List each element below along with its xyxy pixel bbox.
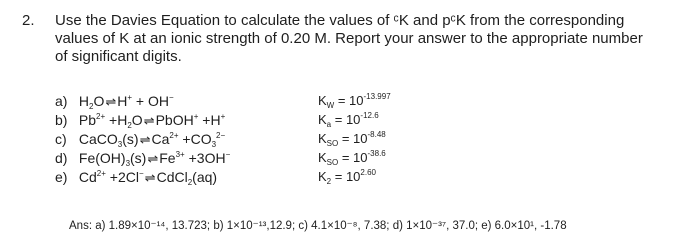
k-exponent: -8.48 bbox=[367, 130, 386, 139]
reaction-d: d) $Fe(OH)_3(s)\rightleftharpoons Fe^{3+} +3OH^-$ bbox=[55, 150, 231, 168]
question-line: values of K at an ionic strength of 0.20 M. Report your answer to the appropriate number bbox=[55, 30, 643, 47]
k-value-d: $K_{SO} = 10^{-38.6}$ bbox=[318, 149, 386, 167]
reaction-b: b) $Pb^{2+}$ $+H_2O\rightleftharpoons PbOH^+ +H^+$ bbox=[55, 112, 226, 130]
question-number: 2. bbox=[22, 12, 35, 29]
question-line: of significant digits. bbox=[55, 48, 182, 65]
k-value-e: $K_2 = 10^{2.60}$ bbox=[318, 168, 376, 186]
k-exponent: -38.6 bbox=[367, 149, 386, 158]
equilibrium-arrow-icon: ⇌ bbox=[143, 113, 155, 128]
answer-line bbox=[69, 219, 567, 233]
k-exponent: -13.997 bbox=[363, 92, 391, 101]
equilibrium-arrow-icon: ⇌ bbox=[105, 94, 117, 109]
reaction-a: a) $H_2O\rightleftharpoons H^+ + OH^-$ bbox=[55, 93, 174, 111]
k-exponent: -12.6 bbox=[360, 111, 379, 120]
reaction-c: c) $CaCO_3(s)\rightleftharpoons Ca^{2+} +CO_3^{2-}$ bbox=[55, 131, 226, 149]
k-value-b: $K_a = 10^{-12.6}$ bbox=[318, 111, 379, 129]
k-value-a: $K_W = 10^{-13.997}$ bbox=[318, 92, 391, 110]
question-line: Use the Davies Equation to calculate the values of ᶜK and pᶜK from the corresponding bbox=[55, 12, 625, 29]
answer-prefix: Ans: bbox=[69, 220, 93, 232]
k-value-c: $K_{SO} = 10^{-8.48}$ bbox=[318, 130, 386, 148]
answer-text: a) 1.89×10⁻¹⁴, 13.723; b) 1×10⁻¹³,12.9; c) 4.1×10⁻⁸, 7.38; d) 1×10⁻³⁷, 37.0; e) 6.0×10¹, -1.78 bbox=[95, 220, 567, 232]
equilibrium-arrow-icon: ⇌ bbox=[139, 132, 151, 147]
equilibrium-arrow-icon: ⇌ bbox=[147, 151, 159, 166]
reaction-label: c) bbox=[55, 131, 67, 147]
reaction-label: d) bbox=[55, 150, 68, 166]
reaction-e: e) $Cd^{2+}$ +2Cl−⇌CdCl$_2$(aq) bbox=[55, 169, 218, 187]
question-text bbox=[55, 12, 685, 66]
reaction-label: a) bbox=[55, 93, 68, 109]
reaction-label: b) bbox=[55, 112, 68, 128]
reaction-label: e) bbox=[55, 169, 68, 185]
k-exponent: 2.60 bbox=[360, 168, 376, 177]
equilibrium-arrow-icon: ⇌ bbox=[144, 170, 156, 185]
